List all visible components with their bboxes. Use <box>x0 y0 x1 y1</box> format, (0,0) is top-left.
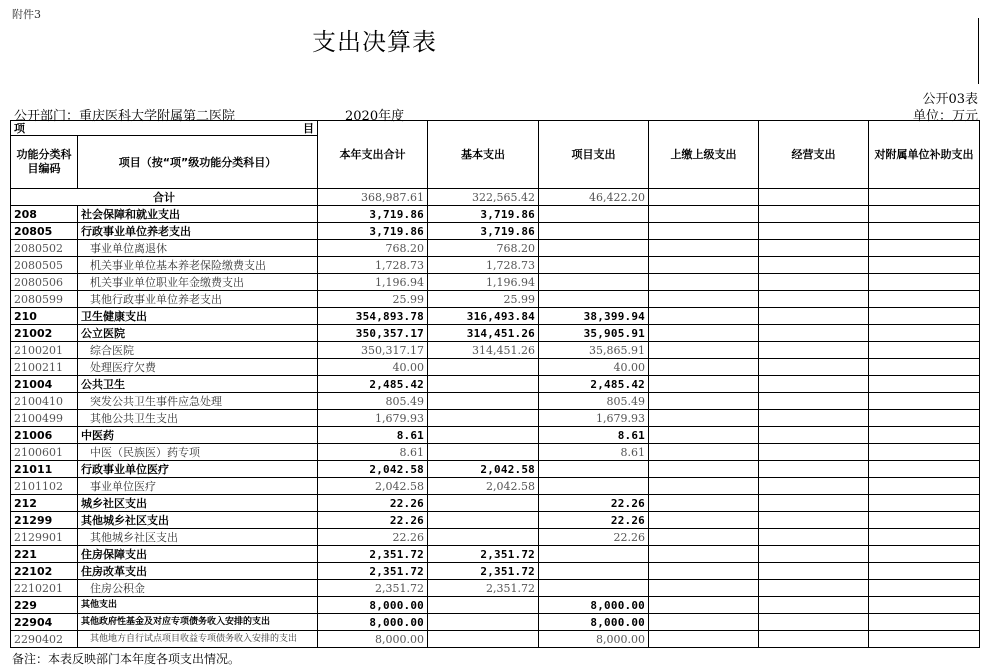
name-cell: 事业单位离退休 <box>78 240 318 257</box>
expenditure-table <box>10 120 980 648</box>
header-row-item <box>11 121 980 136</box>
subsidy-cell <box>869 546 980 563</box>
project-cell <box>539 478 649 495</box>
remit-cell <box>649 410 759 427</box>
table-row <box>11 308 980 325</box>
total-cell: 2,485.42 <box>318 376 428 393</box>
total-cell: 805.49 <box>318 393 428 410</box>
item-header-left: 项 <box>14 121 25 135</box>
remit-cell <box>649 563 759 580</box>
project-cell: 805.49 <box>539 393 649 410</box>
remit-cell <box>649 325 759 342</box>
basic-cell: 2,042.58 <box>428 478 539 495</box>
project-cell <box>539 223 649 240</box>
table-row <box>11 223 980 240</box>
basic-cell: 2,351.72 <box>428 563 539 580</box>
operating-cell <box>759 342 869 359</box>
remit-cell <box>649 631 759 648</box>
name-cell: 行政事业单位医疗 <box>78 461 318 478</box>
col-header-basic: 基本支出 <box>428 121 539 189</box>
total-cell: 3,719.86 <box>318 206 428 223</box>
basic-cell: 768.20 <box>428 240 539 257</box>
remit-cell <box>649 478 759 495</box>
remit-cell <box>649 512 759 529</box>
table-row <box>11 546 980 563</box>
subsidy-cell <box>869 359 980 376</box>
code-cell: 2080502 <box>11 240 78 257</box>
col-header-total: 本年支出合计 <box>318 121 428 189</box>
total-cell: 8,000.00 <box>318 614 428 631</box>
item-header-right: 目 <box>303 121 314 135</box>
code-cell: 21004 <box>11 376 78 393</box>
operating-cell <box>759 410 869 427</box>
name-cell: 卫生健康支出 <box>78 308 318 325</box>
operating-cell <box>759 274 869 291</box>
name-cell: 公共卫生 <box>78 376 318 393</box>
table-row <box>11 206 980 223</box>
total-cell: 2,042.58 <box>318 478 428 495</box>
project-cell: 22.26 <box>539 495 649 512</box>
code-cell: 22904 <box>11 614 78 631</box>
basic-cell <box>428 631 539 648</box>
basic-cell: 322,565.42 <box>428 189 539 206</box>
code-cell: 210 <box>11 308 78 325</box>
project-cell: 8,000.00 <box>539 614 649 631</box>
table-row <box>11 563 980 580</box>
remit-cell <box>649 189 759 206</box>
project-cell: 40.00 <box>539 359 649 376</box>
code-cell: 212 <box>11 495 78 512</box>
code-cell: 21006 <box>11 427 78 444</box>
remit-cell <box>649 376 759 393</box>
basic-cell <box>428 512 539 529</box>
operating-cell <box>759 461 869 478</box>
total-cell: 368,987.61 <box>318 189 428 206</box>
subsidy-cell <box>869 478 980 495</box>
operating-cell <box>759 495 869 512</box>
basic-cell <box>428 410 539 427</box>
department-label: 公开部门：重庆医科大学附属第二医院 <box>14 109 236 124</box>
table-body <box>11 189 980 648</box>
project-cell: 22.26 <box>539 512 649 529</box>
col-header-code: 功能分类科目编码 <box>11 136 78 189</box>
table-row <box>11 410 980 427</box>
project-cell <box>539 274 649 291</box>
project-cell <box>539 563 649 580</box>
name-cell: 城乡社区支出 <box>78 495 318 512</box>
name-cell: 其他公共卫生支出 <box>78 410 318 427</box>
basic-cell <box>428 597 539 614</box>
name-cell: 住房公积金 <box>78 580 318 597</box>
name-cell: 其他行政事业单位养老支出 <box>78 291 318 308</box>
table-row <box>11 427 980 444</box>
subsidy-cell <box>869 274 980 291</box>
subsidy-cell <box>869 631 980 648</box>
basic-cell: 2,042.58 <box>428 461 539 478</box>
name-cell: 中医药 <box>78 427 318 444</box>
item-header-cell <box>11 121 318 136</box>
operating-cell <box>759 478 869 495</box>
project-cell <box>539 240 649 257</box>
subsidy-cell <box>869 427 980 444</box>
remit-cell <box>649 257 759 274</box>
remit-cell <box>649 359 759 376</box>
code-cell: 229 <box>11 597 78 614</box>
subsidy-cell <box>869 240 980 257</box>
table-row <box>11 291 980 308</box>
subsidy-cell <box>869 614 980 631</box>
subsidy-cell <box>869 223 980 240</box>
project-cell: 38,399.94 <box>539 308 649 325</box>
operating-cell <box>759 376 869 393</box>
total-cell: 2,351.72 <box>318 563 428 580</box>
subsidy-cell <box>869 257 980 274</box>
code-cell: 208 <box>11 206 78 223</box>
total-cell: 22.26 <box>318 512 428 529</box>
basic-cell: 316,493.84 <box>428 308 539 325</box>
remit-cell <box>649 291 759 308</box>
operating-cell <box>759 308 869 325</box>
operating-cell <box>759 444 869 461</box>
remit-cell <box>649 308 759 325</box>
project-cell: 22.26 <box>539 529 649 546</box>
code-cell: 2290402 <box>11 631 78 648</box>
table-row <box>11 257 980 274</box>
total-cell: 8.61 <box>318 444 428 461</box>
basic-cell: 314,451.26 <box>428 342 539 359</box>
remit-cell <box>649 393 759 410</box>
code-cell: 21011 <box>11 461 78 478</box>
remit-cell <box>649 240 759 257</box>
remit-cell <box>649 206 759 223</box>
name-cell: 事业单位医疗 <box>78 478 318 495</box>
operating-cell <box>759 206 869 223</box>
table-row <box>11 478 980 495</box>
operating-cell <box>759 580 869 597</box>
project-cell <box>539 291 649 308</box>
divider-line <box>978 18 979 84</box>
total-cell: 2,351.72 <box>318 546 428 563</box>
subsidy-cell <box>869 291 980 308</box>
basic-cell <box>428 444 539 461</box>
total-cell: 3,719.86 <box>318 223 428 240</box>
name-cell: 社会保障和就业支出 <box>78 206 318 223</box>
operating-cell <box>759 597 869 614</box>
project-cell: 8,000.00 <box>539 597 649 614</box>
subsidy-cell <box>869 495 980 512</box>
total-cell: 768.20 <box>318 240 428 257</box>
total-cell: 2,042.58 <box>318 461 428 478</box>
subsidy-cell <box>869 308 980 325</box>
basic-cell: 314,451.26 <box>428 325 539 342</box>
operating-cell <box>759 427 869 444</box>
attachment-label: 附件3 <box>12 8 41 21</box>
name-cell: 其他政府性基金及对应专项债务收入安排的支出 <box>78 614 318 631</box>
project-cell: 8,000.00 <box>539 631 649 648</box>
name-cell: 住房保障支出 <box>78 546 318 563</box>
code-cell: 2100601 <box>11 444 78 461</box>
table-row <box>11 614 980 631</box>
subsidy-cell <box>869 325 980 342</box>
total-cell: 350,317.17 <box>318 342 428 359</box>
basic-cell: 1,196.94 <box>428 274 539 291</box>
project-cell <box>539 257 649 274</box>
total-cell: 1,196.94 <box>318 274 428 291</box>
total-cell: 25.99 <box>318 291 428 308</box>
project-cell <box>539 206 649 223</box>
total-cell: 1,679.93 <box>318 410 428 427</box>
total-cell: 8,000.00 <box>318 631 428 648</box>
code-cell: 2100211 <box>11 359 78 376</box>
table-row <box>11 495 980 512</box>
table-row <box>11 529 980 546</box>
name-cell: 突发公共卫生事件应急处理 <box>78 393 318 410</box>
code-cell: 221 <box>11 546 78 563</box>
code-cell: 20805 <box>11 223 78 240</box>
table-row <box>11 189 980 206</box>
operating-cell <box>759 359 869 376</box>
table-row <box>11 597 980 614</box>
name-cell: 机关事业单位基本养老保险缴费支出 <box>78 257 318 274</box>
basic-cell: 2,351.72 <box>428 580 539 597</box>
subsidy-cell <box>869 529 980 546</box>
name-cell: 其他城乡社区支出 <box>78 512 318 529</box>
name-cell: 机关事业单位职业年金缴费支出 <box>78 274 318 291</box>
remit-cell <box>649 427 759 444</box>
total-cell: 22.26 <box>318 495 428 512</box>
remit-cell <box>649 529 759 546</box>
project-cell <box>539 461 649 478</box>
subsidy-cell <box>869 393 980 410</box>
total-cell: 8,000.00 <box>318 597 428 614</box>
project-cell: 8.61 <box>539 444 649 461</box>
basic-cell <box>428 495 539 512</box>
remit-cell <box>649 223 759 240</box>
name-cell: 处理医疗欠费 <box>78 359 318 376</box>
total-cell: 2,351.72 <box>318 580 428 597</box>
total-cell: 1,728.73 <box>318 257 428 274</box>
subsidy-cell <box>869 189 980 206</box>
name-cell: 其他城乡社区支出 <box>78 529 318 546</box>
basic-cell: 25.99 <box>428 291 539 308</box>
col-header-operating: 经营支出 <box>759 121 869 189</box>
operating-cell <box>759 512 869 529</box>
remit-cell <box>649 614 759 631</box>
remit-cell <box>649 274 759 291</box>
subsidy-cell <box>869 376 980 393</box>
col-header-name: 项目（按“项”级功能分类科目） <box>78 136 318 189</box>
operating-cell <box>759 546 869 563</box>
subsidy-cell <box>869 342 980 359</box>
total-cell: 350,357.17 <box>318 325 428 342</box>
project-cell <box>539 580 649 597</box>
operating-cell <box>759 257 869 274</box>
subsidy-cell <box>869 597 980 614</box>
operating-cell <box>759 291 869 308</box>
operating-cell <box>759 614 869 631</box>
remit-cell <box>649 342 759 359</box>
operating-cell <box>759 563 869 580</box>
operating-cell <box>759 325 869 342</box>
code-cell: 2080505 <box>11 257 78 274</box>
code-cell: 2100201 <box>11 342 78 359</box>
operating-cell <box>759 529 869 546</box>
operating-cell <box>759 631 869 648</box>
project-cell: 8.61 <box>539 427 649 444</box>
project-cell <box>539 546 649 563</box>
code-cell: 21299 <box>11 512 78 529</box>
subsidy-cell <box>869 206 980 223</box>
name-cell: 住房改革支出 <box>78 563 318 580</box>
code-cell: 2080506 <box>11 274 78 291</box>
name-cell: 综合医院 <box>78 342 318 359</box>
table-row <box>11 274 980 291</box>
remit-cell <box>649 546 759 563</box>
code-cell: 2100499 <box>11 410 78 427</box>
code-cell: 2210201 <box>11 580 78 597</box>
basic-cell <box>428 529 539 546</box>
name-cell: 其他地方自行试点项目收益专项债务收入安排的支出 <box>78 631 318 648</box>
remit-cell <box>649 580 759 597</box>
page-title: 支出决算表 <box>312 28 437 56</box>
col-header-remit: 上缴上级支出 <box>649 121 759 189</box>
year-label: 2020年度 <box>345 109 405 124</box>
operating-cell <box>759 393 869 410</box>
table-row <box>11 512 980 529</box>
basic-cell <box>428 614 539 631</box>
name-cell: 其他支出 <box>78 597 318 614</box>
code-cell: 21002 <box>11 325 78 342</box>
table-row <box>11 376 980 393</box>
basic-cell: 3,719.86 <box>428 206 539 223</box>
total-cell: 8.61 <box>318 427 428 444</box>
project-cell: 35,865.91 <box>539 342 649 359</box>
subsidy-cell <box>869 563 980 580</box>
table-row <box>11 359 980 376</box>
remit-cell <box>649 461 759 478</box>
remit-cell <box>649 444 759 461</box>
table-row <box>11 444 980 461</box>
operating-cell <box>759 189 869 206</box>
remit-cell <box>649 597 759 614</box>
subsidy-cell <box>869 444 980 461</box>
code-cell: 2101102 <box>11 478 78 495</box>
operating-cell <box>759 240 869 257</box>
unit-label: 单位：万元 <box>912 109 978 124</box>
basic-cell <box>428 393 539 410</box>
total-cell: 40.00 <box>318 359 428 376</box>
form-code: 公开03表 <box>922 92 978 107</box>
code-cell: 2080599 <box>11 291 78 308</box>
project-cell: 1,679.93 <box>539 410 649 427</box>
col-header-subsidy: 对附属单位补助支出 <box>869 121 980 189</box>
basic-cell <box>428 427 539 444</box>
table-row <box>11 580 980 597</box>
basic-cell: 2,351.72 <box>428 546 539 563</box>
code-cell: 2129901 <box>11 529 78 546</box>
table-row <box>11 240 980 257</box>
total-cell: 354,893.78 <box>318 308 428 325</box>
table-row <box>11 325 980 342</box>
name-cell: 中医（民族医）药专项 <box>78 444 318 461</box>
project-cell: 2,485.42 <box>539 376 649 393</box>
basic-cell: 3,719.86 <box>428 223 539 240</box>
table-row <box>11 342 980 359</box>
table-row <box>11 393 980 410</box>
project-cell: 35,905.91 <box>539 325 649 342</box>
table-row <box>11 631 980 648</box>
basic-cell: 1,728.73 <box>428 257 539 274</box>
subsidy-cell <box>869 580 980 597</box>
code-cell: 22102 <box>11 563 78 580</box>
remit-cell <box>649 495 759 512</box>
project-cell: 46,422.20 <box>539 189 649 206</box>
basic-cell <box>428 359 539 376</box>
col-header-project: 项目支出 <box>539 121 649 189</box>
table-row <box>11 461 980 478</box>
name-cell: 行政事业单位养老支出 <box>78 223 318 240</box>
subsidy-cell <box>869 512 980 529</box>
name-cell: 合计 <box>11 189 318 206</box>
basic-cell <box>428 376 539 393</box>
footer-note: 备注：本表反映部门本年度各项支出情况。 <box>12 652 241 666</box>
code-cell: 2100410 <box>11 393 78 410</box>
operating-cell <box>759 223 869 240</box>
name-cell: 公立医院 <box>78 325 318 342</box>
total-cell: 22.26 <box>318 529 428 546</box>
subsidy-cell <box>869 410 980 427</box>
subsidy-cell <box>869 461 980 478</box>
